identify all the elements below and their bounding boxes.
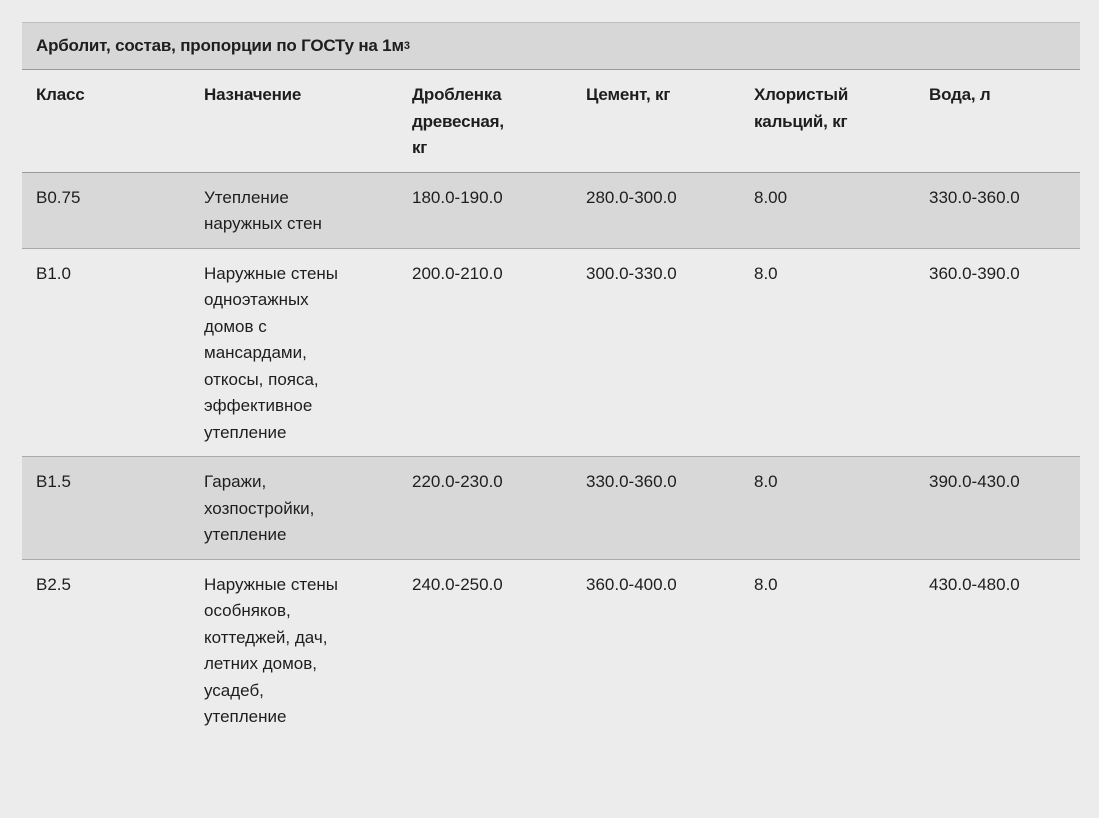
purpose-line: эффективное — [204, 396, 313, 415]
cell-wood-chips: 240.0-250.0 — [412, 574, 503, 594]
cell-wood-chips: 220.0-230.0 — [412, 472, 503, 491]
cell-cement: 360.0-400.0 — [586, 574, 677, 594]
cell-calcium-chloride: 8.0 — [754, 263, 778, 283]
header-line: Вода, л — [929, 85, 991, 104]
purpose-line: наружных стен — [204, 214, 322, 233]
cell-class: В1.5 — [36, 472, 71, 491]
table-row — [22, 172, 1080, 248]
purpose-line: откосы, пояса, — [204, 369, 319, 389]
header-water — [915, 70, 1080, 172]
cell-purpose — [190, 172, 398, 248]
purpose-line: летних домов, — [204, 654, 317, 673]
purpose-line: утепление — [204, 707, 287, 726]
cell-water: 430.0-480.0 — [929, 574, 1020, 594]
table-row — [22, 457, 1080, 560]
purpose-line: утепление — [204, 422, 287, 442]
cell-purpose — [190, 457, 398, 560]
cell-cement: 280.0-300.0 — [586, 187, 677, 207]
cell-water: 360.0-390.0 — [929, 263, 1020, 283]
purpose-line: Наружные стены — [204, 263, 338, 283]
composition-table — [22, 70, 1080, 741]
table-header-row — [22, 70, 1080, 172]
cell-water: 330.0-360.0 — [929, 187, 1020, 207]
table-title-bar: Арболит, состав, пропорции по ГОСТу на 1м 3 — [22, 22, 1080, 70]
cell-purpose — [190, 559, 398, 741]
header-line: Хлористый — [754, 85, 849, 104]
cell-class: В1.0 — [36, 263, 71, 283]
cell-calcium-chloride: 8.0 — [754, 574, 778, 594]
header-wood-chips — [398, 70, 572, 172]
table-title: Арболит, состав, пропорции по ГОСТу на 1м — [36, 36, 404, 55]
cell-wood-chips: 200.0-210.0 — [412, 263, 503, 283]
cell-class: В0.75 — [36, 187, 81, 207]
header-line: Назначение — [204, 85, 302, 104]
purpose-line: Утепление — [204, 187, 289, 207]
header-class — [22, 70, 190, 172]
header-line: кг — [412, 138, 428, 157]
header-calcium-chloride — [740, 70, 915, 172]
header-cement — [572, 70, 740, 172]
header-line: Класс — [36, 85, 85, 104]
header-line: древесная, — [412, 111, 504, 131]
purpose-line: хозпостройки, — [204, 498, 315, 518]
table-row — [22, 559, 1080, 741]
purpose-line: особняков, — [204, 601, 291, 620]
header-line: Цемент, кг — [586, 85, 671, 104]
purpose-line: усадеб, — [204, 680, 264, 700]
purpose-line: Гаражи, — [204, 472, 267, 491]
table-row — [22, 248, 1080, 457]
cell-purpose — [190, 248, 398, 457]
purpose-line: утепление — [204, 525, 287, 544]
purpose-line: домов с — [204, 316, 267, 336]
cell-cement: 330.0-360.0 — [586, 472, 677, 491]
cell-water: 390.0-430.0 — [929, 472, 1020, 491]
cell-cement: 300.0-330.0 — [586, 263, 677, 283]
cell-class: В2.5 — [36, 574, 71, 594]
composition-table-container — [22, 22, 1080, 741]
purpose-line: Наружные стены — [204, 574, 338, 594]
cell-calcium-chloride: 8.0 — [754, 472, 778, 491]
cell-calcium-chloride: 8.00 — [754, 187, 788, 207]
header-line: Дробленка — [412, 85, 502, 104]
header-purpose — [190, 70, 398, 172]
purpose-line: мансардами, — [204, 343, 307, 362]
header-line: кальций, кг — [754, 111, 848, 131]
purpose-line: одноэтажных — [204, 290, 309, 309]
purpose-line: коттеджей, дач, — [204, 627, 328, 647]
cell-wood-chips: 180.0-190.0 — [412, 187, 503, 207]
